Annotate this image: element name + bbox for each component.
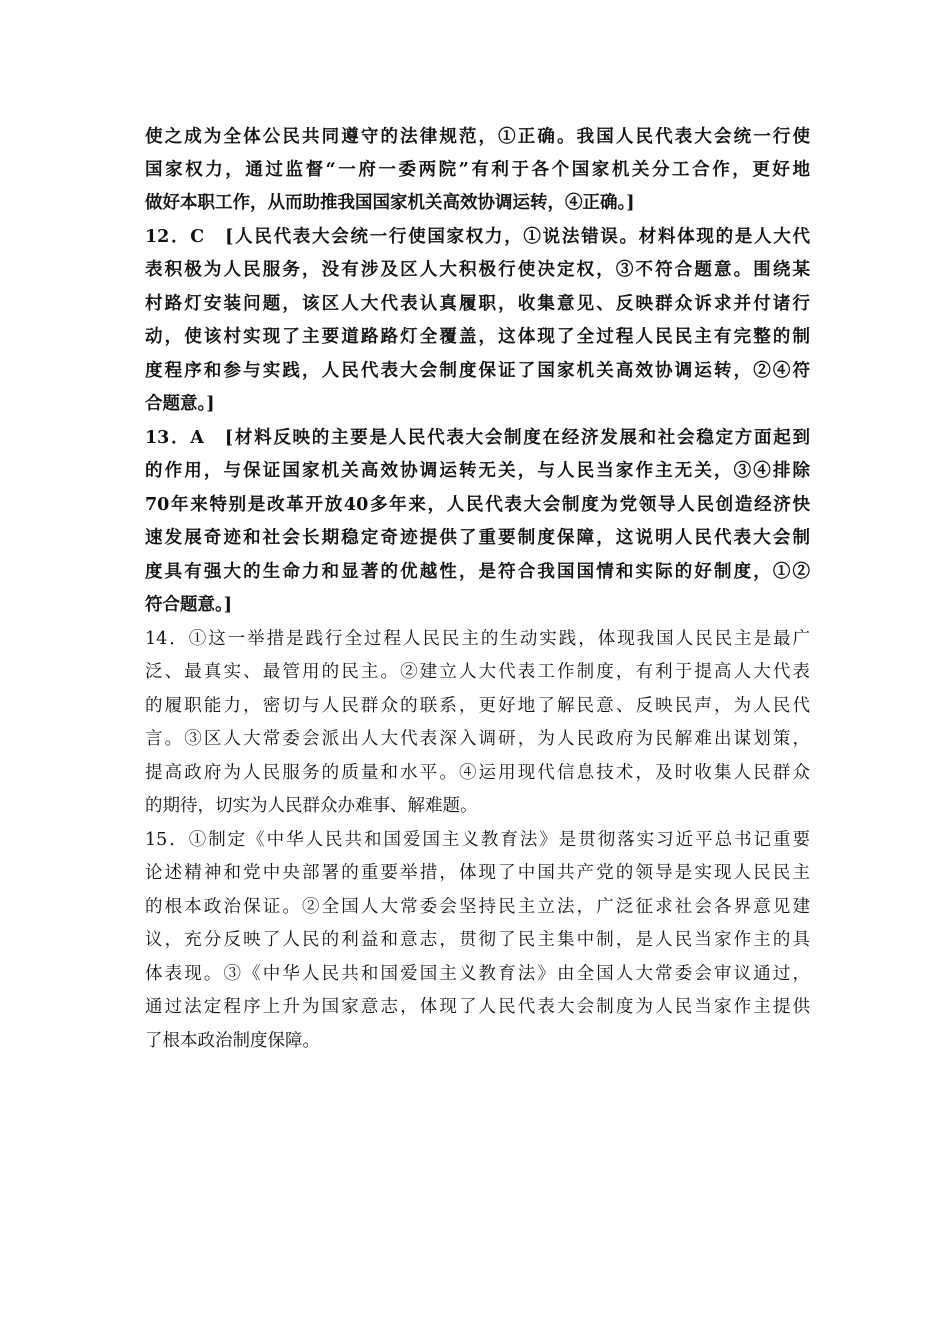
text-line: 提高政府为人民服务的质量和水平。④运用现代信息技术，及时收集人民群众 bbox=[145, 763, 810, 783]
text-line: 体表现。③《中华人民共和国爱国主义教育法》由全国人大常委会审议通过， bbox=[145, 964, 810, 984]
text-line: 的根本政治保证。②全国人大常委会坚持民主立法，广泛征求社会各界意见建 bbox=[145, 897, 810, 917]
text-line: 度具有强大的生命力和显著的优越性，是符合我国国情和实际的好制度，①② bbox=[145, 562, 810, 582]
text-line: 国家权力，通过监督“一府一委两院”有利于各个国家机关分工合作，更好地 bbox=[145, 160, 810, 180]
text-line: 的期待，切实为人民群众办难事、解难题。 bbox=[145, 796, 478, 816]
text-line: 合题意。] bbox=[145, 394, 215, 414]
text-line: 通过法定程序上升为国家意志，体现了人民代表大会制度为人民当家作主提供 bbox=[145, 997, 810, 1017]
text-line: 动，使该村实现了主要道路路灯全覆盖，这体现了全过程人民民主有完整的制 bbox=[145, 327, 810, 347]
text-line: 13．A [材料反映的主要是人民代表大会制度在经济发展和社会稳定方面起到 bbox=[145, 428, 810, 448]
text-line: 符合题意。] bbox=[145, 595, 233, 615]
text-line: 度程序和参与实践，人民代表大会制度保证了国家机关高效协调运转，②④符 bbox=[145, 361, 810, 381]
text-line: 15．①制定《中华人民共和国爱国主义教育法》是贯彻落实习近平总书记重要 bbox=[145, 830, 810, 850]
text-line: 的履职能力，密切与人民群众的联系，更好地了解民意、反映民声，为人民代 bbox=[145, 696, 810, 716]
text-line: 做好本职工作，从而助推我国国家机关高效协调运转，④正确。] bbox=[145, 193, 635, 213]
text-line: 言。③区人大常委会派出人大代表深入调研，为人民政府为民解难出谋划策， bbox=[145, 729, 810, 749]
text-line: 的作用，与保证国家机关高效协调运转无关，与人民当家作主无关，③④排除 bbox=[145, 461, 810, 481]
text-line: 议，充分反映了人民的利益和意志，贯彻了民主集中制，是人民当家作主的具 bbox=[145, 930, 810, 950]
text-line: 了根本政治制度保障。 bbox=[145, 1031, 320, 1051]
text-line: 速发展奇迹和社会长期稳定奇迹提供了重要制度保障，这说明人民代表大会制 bbox=[145, 528, 810, 548]
text-line: 12．C [人民代表大会统一行使国家权力，①说法错误。材料体现的是人大代 bbox=[145, 227, 810, 247]
text-line: 村路灯安装问题，该区人大代表认真履职，收集意见、反映群众诉求并付诸行 bbox=[145, 294, 810, 314]
text-line: 表积极为人民服务，没有涉及区人大积极行使决定权，③不符合题意。围绕某 bbox=[145, 260, 810, 280]
text-line: 14．①这一举措是践行全过程人民民主的生动实践，体现我国人民民主是最广 bbox=[145, 629, 810, 649]
text-line: 论述精神和党中央部署的重要举措，体现了中国共产党的领导是实现人民民主 bbox=[145, 863, 810, 883]
text-line: 70年来特别是改革开放40多年来，人民代表大会制度为党领导人民创造经济快 bbox=[145, 495, 810, 515]
text-line: 使之成为全体公民共同遵守的法律规范，①正确。我国人民代表大会统一行使 bbox=[145, 127, 810, 147]
text-line: 泛、最真实、最管用的民主。②建立人大代表工作制度，有利于提高人大代表 bbox=[145, 662, 810, 682]
